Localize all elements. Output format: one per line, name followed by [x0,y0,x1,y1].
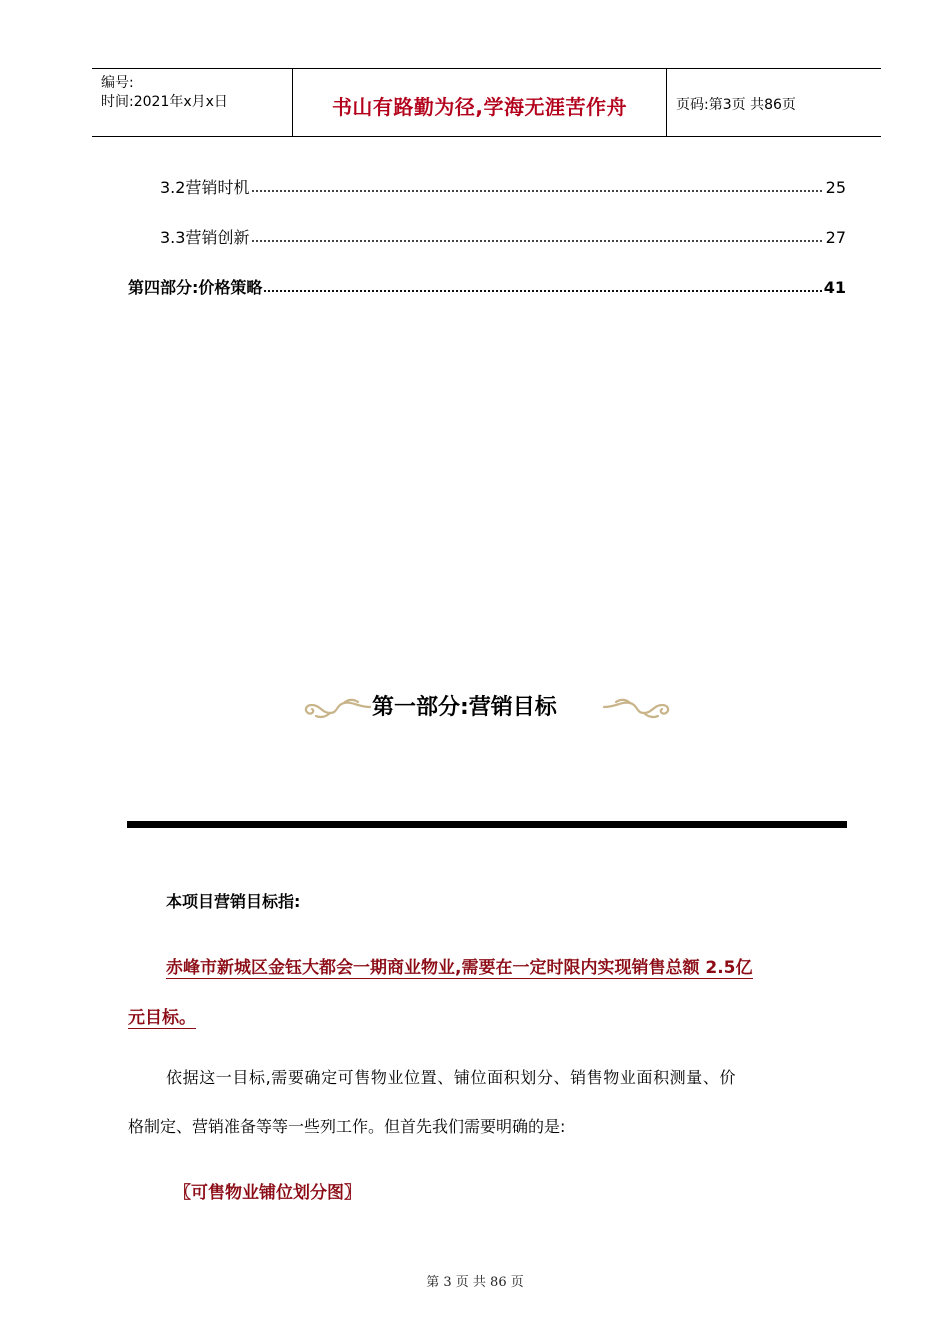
section-heading-text: 第一部分:营销目标 [372,695,557,720]
figure-caption [174,1178,361,1203]
toc-entry-title: 第四部分:价格策略 [128,276,264,300]
toc-entry[interactable] [128,276,846,300]
toc-entry-page: 25 [824,176,846,200]
toc-entry-title: 3.2营销时机 [128,176,251,200]
header-meta-cell [92,69,292,136]
goal-text-line-1-content: 赤峰市新城区金钰大都会一期商业物业,需要在一定时限内实现销售总额 2.5亿 [166,958,753,978]
intro-text: 本项目营销目标指: [166,892,301,911]
body-paragraph-line-2: 格制定、营销准备等等一些列工作。但首先我们需要明确的是: [128,1117,566,1136]
header-page-info: 页码:第3页 共86页 [676,97,796,113]
page-footer: 第 3 页 共 86 页 [426,1275,524,1290]
right-ornament-icon [602,692,674,722]
goal-text-line-1 [166,953,848,978]
figure-caption-text: 〖可售物业铺位划分图〗 [174,1183,361,1203]
toc-entry-page: 27 [824,226,846,250]
goal-text-line-2 [128,1003,196,1028]
page-header [92,68,881,137]
section-heading [300,686,680,726]
document-time-label: 时间:2021年x月x日 [101,94,228,110]
left-ornament-icon [300,692,372,722]
toc-entry-title: 3.3营销创新 [128,226,251,250]
toc-entry-page: 41 [822,276,846,300]
toc-entry[interactable] [128,176,846,200]
header-page-cell [666,69,881,136]
document-number-label: 编号: [101,75,134,91]
body-paragraph-line-1: 依据这一目标,需要确定可售物业位置、铺位面积划分、销售物业面积测量、价 [166,1068,737,1087]
goal-text-line-2-content: 元目标。 [128,1008,196,1028]
header-motto-cell [292,69,667,136]
header-motto: 书山有路勤为径,学海无涯苦作舟 [331,95,628,119]
section-divider [127,821,847,828]
toc-entry[interactable] [128,226,846,250]
